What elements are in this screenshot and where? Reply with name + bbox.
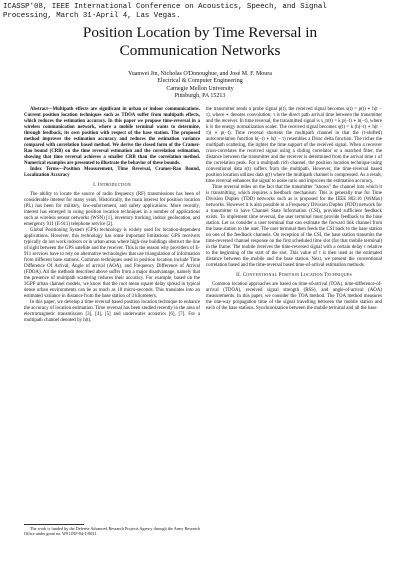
conference-header: [3, 3, 397, 21]
left-column: [24, 107, 200, 324]
title-line-1: Position Location by Time Reversal in: [82, 24, 318, 41]
author-department: Electrical & Computer Engineering: [157, 78, 243, 85]
body-paragraph: Global Positioning System (GPS) technology is widely used for location-dependent applications. However, this technology has some important limitations: GPS receivers typically do not work indoors or in urban areas where high-rise buildings obstruct the line of sight between the GPS satellite and the receiver. This is the reason why providers of E-911 services have to rely on alternative technologies that use triangulation of information from different base stations. Common techniques used in position location include Time Difference Of Arrival, Angle of arrival (AOA), and Frequency Difference of Arrival (FDOA). All the methods described above suffer from a major disadvantage, namely that the presence of multipath scattering reduces their accuracy. For example, based on the 3GPP urban channel models, we know that the root mean square delay spread in typical dense urban environments can be as much as 10 micro-seconds. This translates into an estimated variance in distance from the base station of 3 kilometers.: [24, 228, 200, 299]
author-university: Carnegie Mellon University: [166, 85, 234, 92]
author-names: Yuanwei Jin, Nicholas O'Donoughue, and José M. F. Moura: [128, 71, 272, 77]
author-city: Pittsburgh, PA 15213: [174, 93, 226, 100]
abstract: Abstract—Multipath effects are significant in urban or indoor communications. Current position location techniques such as TDOA suffer from multipath effects, which reduces the estimation accuracy. In this paper we propose time-reversal in a wireless communication network, where a mobile terminal wants to determine, through feedback, its own position with respect of the base station. The proposed method improves the estimation accuracy and reduces the estimation variance compared with correlation based method. We derive the closed form of the Cramer-Rao bound (CRB) on the time reversal estimation and the correlation estimation, showing that time reversal achieves a smaller CRB than the correlation method. Numerical examples are presented to illustrate the behavior of these bounds.: [24, 107, 200, 166]
conference-header-line-1: ICASSP'08, IEEE International Conference on Acoustics, Speech, and Signal: [3, 3, 327, 11]
section-heading-conventional: II. Conventional Position Location Techniques: [236, 273, 352, 278]
title-line-2: Communication Networks: [119, 42, 281, 59]
body-paragraph: Common location approaches are based on time-of-arrival (TOA), time-difference-of-arrival (TDOA), received signal strength (RSS), and angle-of-arrival (AOA) measurements. In this paper, we consider the TOA method. The TOA method measures the one-way propagation time of the signal travelling between the mobile station and each of the base stations. Synchronization between the mobile terminal and all the base: [206, 282, 382, 311]
paper-title: [0, 24, 400, 60]
body-paragraph: The ability to locate the source of radio frequency (RF) transmissions has been of considerable interest for many years. Historically, the main interest for position location (PL) has been for military, law-enforcement, and safety applications. More recently, interest has emerged in using position location techniques in a number of applications such as wireless sensor networks (WSN) [1], inventory tracking, indoor geolocation, and emergency 911 (E-911) telephone service [2].: [24, 192, 200, 227]
body-paragraph: the transmitter sends a probe signal p(t), the received signal becomes s(t) = p(t) ∗ h(t − τ), where ∗ denotes convolution; τ is the direct path arrival time between the transmitter and the receiver. In time reversal, the transmitted signal is s_tr(t) = k p(−t) ∗ h(−t), where k is the energy normalization scaler. The received signal becomes q(t) = k (h(−t) ∗ h(t − τ)) ∗ p(−t). Time reversal shortens the multipath channel in that the (τ-shifted) autocorrelation function h(−t) ∗ h(t − τ) resembles a Dirac delta function. The richer the multipath scattering, the tighter the time support of the received signal. When a receiver cross-correlates the received signal using a sliding correlator or a matched filter, the distance between the transmitter and the receiver is determined from the arrival time τ of the correlation peak. For a multipath rich channel, the position location technique using conventional data s(t) suffers from the multipath. However, the time-reversal based position location utilizes data q(t) where the multipath channel is compressed. As a result, time reversal enhances the signal to noise ratio and improves the estimation accuracy.: [206, 107, 382, 184]
section-heading-introduction: I. Introduction: [93, 183, 131, 188]
index-terms: Index Terms—Position Measurement, Time Reversal, Cramer-Rao Bound, Localization Accuracy: [24, 167, 200, 178]
author-block: [0, 71, 400, 101]
body-paragraph: In this paper, we develop a time reversal based position location technique to enhance the accuracy of location estimation. Time reversal has been studied recently in the area of electromagnetic transmission [3], [4], [5] and underwater acoustics [6], [7]. For a multipath channel denoted by h(t),: [24, 300, 200, 323]
funding-footnote: The work is funded by the Defense Advanced Research Projects Agency through the Army Research Office under grant no. W911NF-04-1-0031.: [24, 526, 200, 536]
body-paragraph: Time reversal relies on the fact that the transmitter "knows" the channel into which it is transmitting, which requires a feedback mechanism. This is generally true for Time Division Duplex (TDD) networks such as is proposed for the IEEE 802.16 (WiMax) networks. However it is also possible in a Frequency Division Duplex (FDD) network for a transmitter to have Channel State Information (CSI), provided sufficient feedback exists. To implement time reversal, the user terminal must provide feedback to the base station. Let us consider a user terminal that can estimate the forward link channel from the base station to the user. The user terminal then feeds the CSI back to the base station on one of the feedback channels. On reception of the CSI, the base station transmits the time-reversed channel response on the first scheduled time slot (for that mobile terminal) in the frame. The mobile receives the time-reversed signal with a certain delay τ relative to the beginning of the start of the slot. This value of τ is then used as the estimated distance between the mobile and the base station. Next, we present the conventional correlation based and the time-reversal based time-of-arrival estimation methods.: [206, 185, 382, 268]
right-column: [206, 107, 382, 312]
conference-header-line-2: Processing, March 31-April 4, Las Vegas.: [3, 12, 181, 21]
footnote-divider: [24, 524, 84, 525]
